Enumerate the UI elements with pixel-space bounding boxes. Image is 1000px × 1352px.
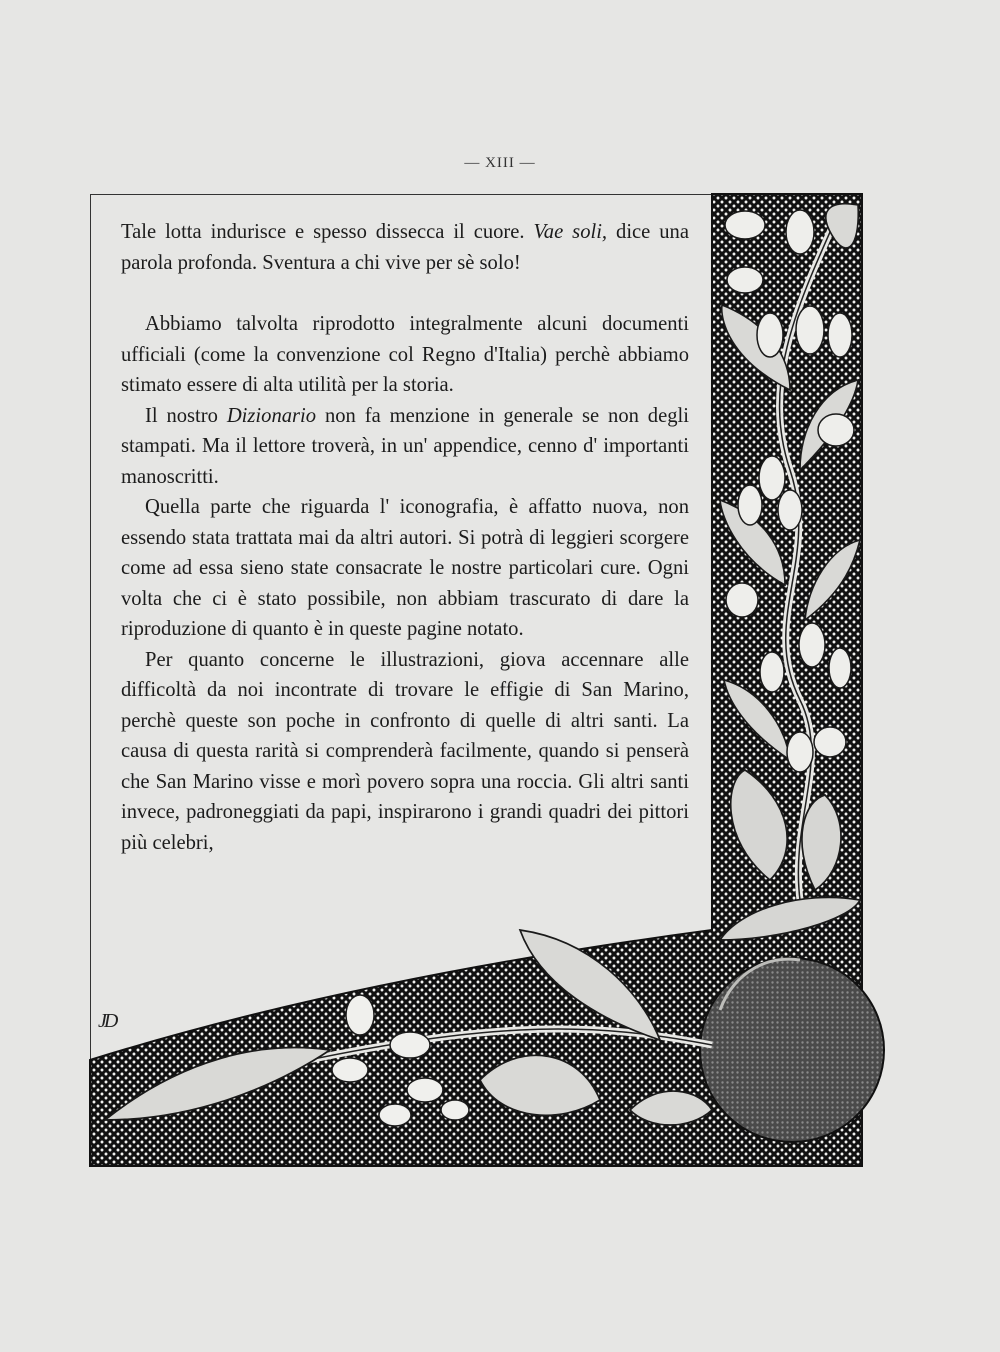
- page-number: — XIII —: [464, 155, 536, 171]
- paragraph-2: Abbiamo talvolta riprodotto integralmente alcuni documenti ufficiali (come la convenzione col Regno d'Italia) perchè abbiamo stimato essere di alta utilità per la storia.: [121, 313, 689, 396]
- paragraph-1: Tale lotta indurisce e spesso dissecca il cuore. Vae soli, dice una parola profonda. Sventura a chi vive per sè solo!: [121, 221, 689, 274]
- paragraph-3: Il nostro Dizionario non fa menzione in generale se non degli stampati. Ma il lettore troverà, in un' appendice, cenno d' importanti manoscritti.: [121, 404, 689, 488]
- illustrator-monogram: JD: [98, 1010, 116, 1032]
- paragraph-5: Per quanto concerne le illustrazioni, giova accennare alle difficoltà da noi incontrate di trovare le effigie di San Marino, perchè queste son poche in confronto di quelle di altri santi. La causa di questa rarità si comprenderà facilmente, quando si penserà che San Marino visse e morì povero sopra una roccia. Gli altri santi invece, padroneggiati da papi, inspirarono i grandi quadri dei pittori più celebri,: [121, 648, 689, 854]
- paragraph-4: Quella parte che riguarda l' iconografia, è affatto nuova, non essendo stata trattata mai da altri autori. Si potrà di leggieri scorgere come ad essa sieno state consacrate le nostre particolari cure. Ogni volta che ci è stato possibile, non abbiam trascurato di dare la riproduzione di quanto è in queste pagine notato.: [121, 496, 689, 640]
- body-text: [121, 217, 689, 858]
